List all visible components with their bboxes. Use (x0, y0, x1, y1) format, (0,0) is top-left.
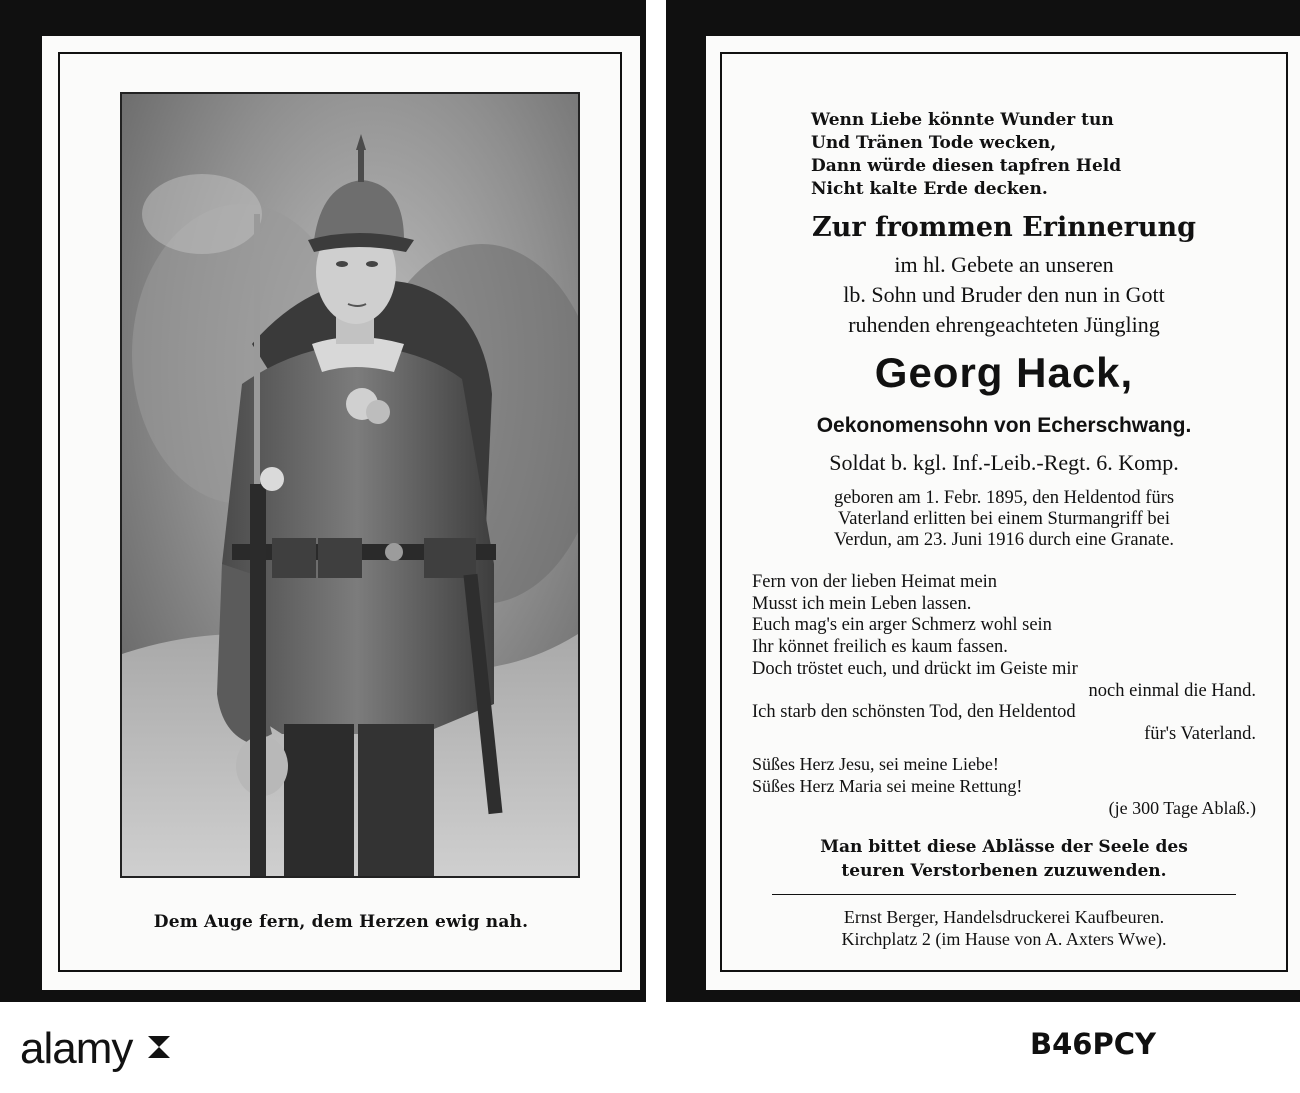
memorial-intro (722, 250, 1286, 340)
intro-line: im hl. Gebete an unseren (894, 252, 1114, 277)
opening-poem-line: Nicht kalte Erde decken. (811, 179, 1048, 199)
birth-death-text (750, 488, 1258, 551)
soldier-portrait-image (122, 94, 578, 876)
prayer-line: Süßes Herz Jesu, sei meine Liebe! (752, 754, 999, 774)
soldier-portrait-photo (120, 92, 580, 878)
stock-image-id: B46PCY (1030, 1027, 1156, 1061)
prayer-line: Süßes Herz Maria sei meine Rettung! (752, 776, 1023, 796)
intro-line: lb. Sohn und Bruder den nun in Gott (843, 282, 1165, 307)
request-line: teuren Verstorbenen zuzuwenden. (841, 861, 1167, 881)
divider-rule (772, 894, 1236, 895)
left-card (0, 0, 646, 1002)
printer-line: Kirchplatz 2 (im Hause von A. Axters Wwe). (841, 929, 1167, 949)
birth-death-line: geboren am 1. Febr. 1895, den Heldentod fürs (833, 488, 1175, 508)
left-card-paper (42, 36, 640, 990)
opening-poem-line: Wenn Liebe könnte Wunder tun (811, 110, 1114, 130)
printer-imprint (722, 906, 1286, 950)
request-line: Man bittet diese Ablässe der Seele des (820, 837, 1188, 857)
photo-caption: Dem Auge fern, dem Herzen ewig nah. (153, 912, 529, 932)
farewell-poem-line: Musst ich mein Leben lassen. (752, 593, 972, 614)
deceased-name: Georg Hack, (874, 349, 1134, 396)
farewell-poem-line: Ich starb den schönsten Tod, den Heldentod (752, 702, 1076, 723)
memorial-title: Zur frommen Erinnerung (811, 212, 1197, 243)
alamy-mark-icon (148, 1036, 170, 1058)
farewell-poem (752, 572, 1256, 746)
alamy-logo: alamy (20, 1024, 133, 1073)
farewell-poem-line: Doch tröstet euch, und drückt im Geiste mir (752, 658, 1078, 679)
indulgence-note: (je 300 Tage Ablaß.) (1108, 798, 1256, 818)
right-card-paper (706, 36, 1300, 990)
printer-line: Ernst Berger, Handelsdruckerei Kaufbeuren. (843, 907, 1165, 927)
intro-line: ruhenden ehrengeachteten Jüngling (848, 312, 1160, 337)
farewell-poem-line: Fern von der lieben Heimat mein (752, 572, 998, 592)
military-unit: Soldat b. kgl. Inf.-Leib.-Regt. 6. Komp. (829, 450, 1179, 475)
opening-poem-line: Und Tränen Tode wecken, (811, 133, 1057, 153)
opening-poem-line: Dann würde diesen tapfren Held (811, 156, 1122, 176)
birth-death-line: Verdun, am 23. Juni 1916 durch eine Granate. (833, 530, 1175, 550)
birth-death-line: Vaterland erlitten bei einem Sturmangriff bei (837, 509, 1171, 529)
right-card (666, 0, 1300, 1002)
farewell-poem-line: Ihr könnet freilich es kaum fassen. (752, 637, 1008, 658)
opening-poem (811, 109, 1121, 201)
deceased-origin: Oekonomensohn von Echerschwang. (816, 414, 1192, 437)
farewell-poem-line: für's Vaterland. (1144, 723, 1256, 744)
farewell-poem-line: noch einmal die Hand. (1088, 680, 1256, 701)
farewell-poem-line: Euch mag's ein arger Schmerz wohl sein (752, 615, 1052, 636)
right-card-frame (720, 52, 1288, 972)
indulgence-request (722, 835, 1286, 883)
prayer-text (752, 753, 1256, 819)
